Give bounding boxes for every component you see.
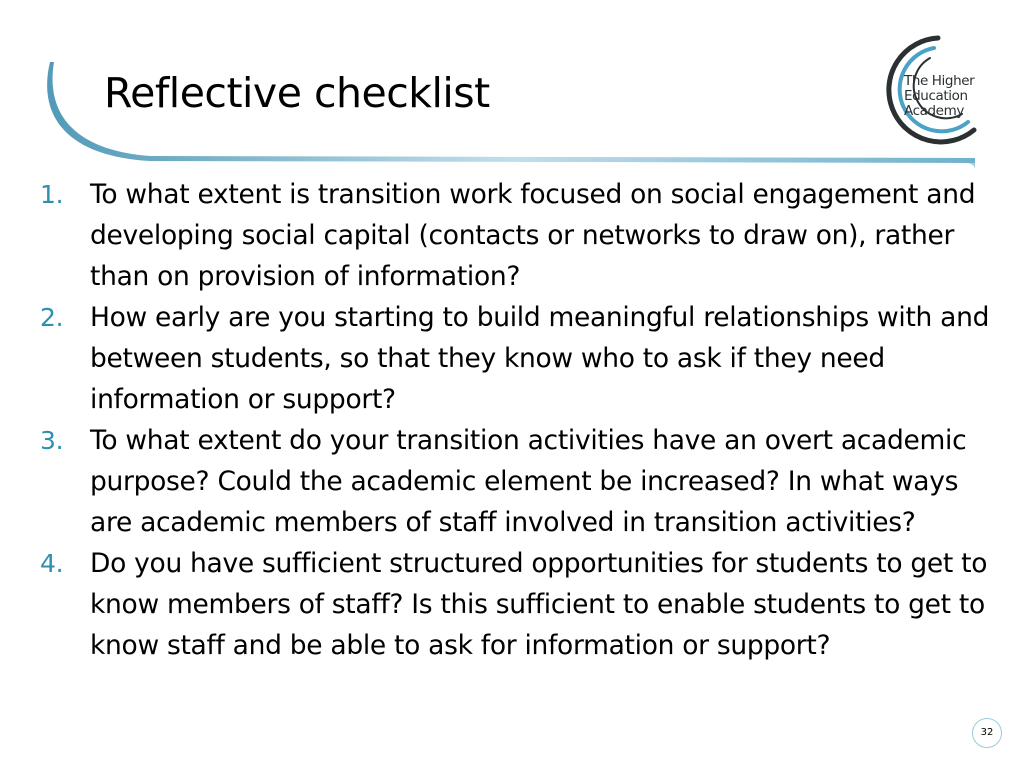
- item-text: How early are you starting to build meaningful relationships with and between students, so that they know who to ask if they need information or support?: [90, 302, 990, 415]
- item-number: 1.: [40, 180, 64, 209]
- item-number: 4.: [40, 549, 64, 578]
- item-text: To what extent do your transition activities have an overt academic purpose? Could the academic element be increased? In what ways are academic members of staff involved in transition activities?: [90, 425, 967, 538]
- logo-line-3: Academy: [904, 103, 964, 119]
- page-number-badge: 32: [972, 718, 1002, 748]
- logo-wordmark: [904, 74, 974, 119]
- logo-line-2: Education: [904, 88, 968, 104]
- slide-title: Reflective checklist: [104, 69, 490, 117]
- checklist-item: [0, 420, 990, 543]
- item-number: 3.: [40, 426, 64, 455]
- hea-logo: [868, 34, 980, 146]
- reflective-checklist: [0, 174, 990, 666]
- item-text: Do you have sufficient structured opportunities for students to get to know members of staff? Is this sufficient to enable students to get to know staff and be able to ask for information or support?: [90, 548, 988, 661]
- item-text: To what extent is transition work focused on social engagement and developing social capital (contacts or networks to draw on), rather than on provision of information?: [90, 179, 976, 292]
- checklist-item: [0, 297, 990, 420]
- logo-line-1: The Higher: [904, 73, 975, 89]
- item-number: 2.: [40, 303, 64, 332]
- checklist-item: [0, 543, 990, 666]
- checklist-item: [0, 174, 990, 297]
